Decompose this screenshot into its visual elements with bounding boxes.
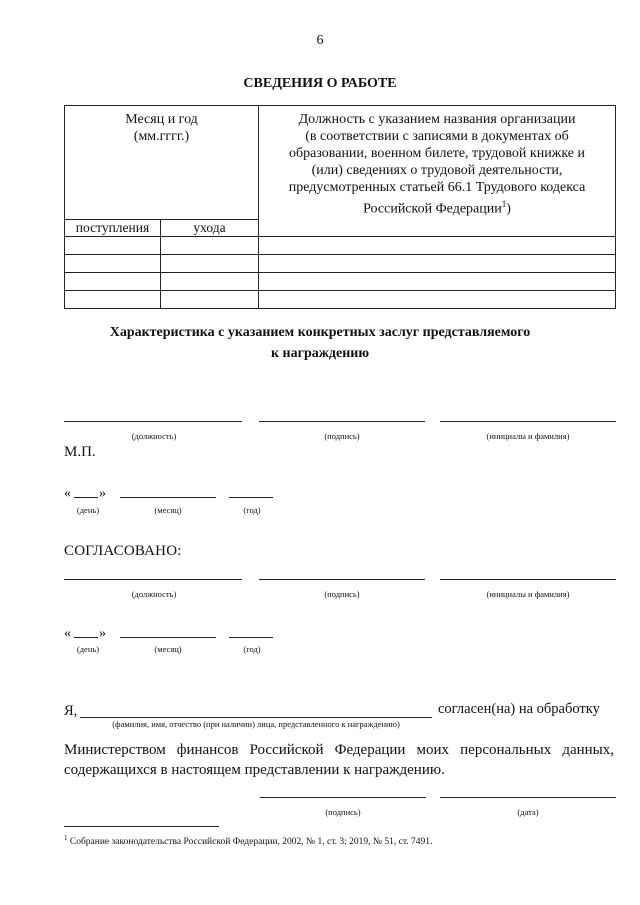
position-header-line3: образовании, военном билете, трудовой книжке и	[289, 146, 586, 161]
table-cell	[65, 291, 161, 309]
consent-paragraph: Министерством финансов Российской Федерации моих персональных данных, содержащихся в настоящем представлении к награждению.	[64, 742, 614, 778]
month-line[interactable]	[120, 637, 216, 638]
characteristic-title	[0, 322, 640, 364]
table-row	[65, 237, 616, 255]
month-year-header-line2: (мм.гггг.)	[133, 129, 190, 144]
table-cell	[161, 291, 259, 309]
table-cell	[65, 255, 161, 273]
year-caption: (год)	[243, 644, 261, 654]
signature-line[interactable]	[260, 797, 426, 798]
section-title: СВЕДЕНИЯ О РАБОТЕ	[243, 76, 397, 91]
table-cell	[161, 237, 259, 255]
table-cell	[259, 273, 616, 291]
month-caption: (месяц)	[154, 644, 182, 654]
position-caption: (должность)	[131, 431, 177, 441]
day-caption: (день)	[76, 505, 100, 515]
position-line[interactable]	[64, 421, 242, 422]
table-cell	[259, 237, 616, 255]
date-line[interactable]	[440, 797, 616, 798]
position-header-line6	[259, 196, 615, 218]
fullname-line[interactable]	[80, 717, 432, 718]
table-row	[65, 255, 616, 273]
position-line[interactable]	[64, 579, 242, 580]
footnote-mark: 1	[64, 834, 68, 842]
date-caption: (дата)	[517, 807, 539, 817]
table-cell	[161, 273, 259, 291]
consent-prefix: Я,	[64, 703, 78, 719]
characteristic-title-line1: Характеристика с указанием конкретных заслуг представляемого	[109, 325, 531, 340]
day-line[interactable]	[74, 497, 98, 498]
month-caption: (месяц)	[154, 505, 182, 515]
position-header-line4: (или) сведениях о трудовой деятельности,	[311, 163, 563, 178]
year-caption: (год)	[243, 505, 261, 515]
name-caption: (инициалы и фамилия)	[486, 589, 570, 599]
quote-close: »	[99, 626, 106, 641]
position-header-line2: (в соответствии с записями в документах об	[305, 129, 569, 144]
start-date-header: поступления	[65, 220, 161, 237]
signature-line[interactable]	[259, 421, 425, 422]
quote-open: «	[64, 626, 71, 641]
footnote-separator	[64, 826, 219, 827]
consent-suffix: согласен(на) на обработку	[438, 701, 600, 717]
page-number: 6	[316, 33, 324, 48]
characteristic-title-line2: к награждению	[270, 346, 370, 361]
footnote-text: Собрание законодательства Российской Федерации, 2002, № 1, ст. 3; 2019, № 51, ст. 7491.	[69, 837, 433, 848]
month-year-header-line1: Месяц и год	[125, 112, 198, 127]
footnote	[64, 834, 432, 847]
position-header-line6-text: Российской Федерации	[363, 201, 502, 217]
position-header-line1: Должность с указанием названия организации	[298, 112, 576, 127]
position-header-line5: предусмотренных статьей 66.1 Трудового кодекса	[288, 180, 586, 195]
signature-caption: (подпись)	[324, 431, 360, 441]
position-header-close: )	[506, 201, 511, 217]
quote-close: »	[99, 486, 106, 501]
signature-caption: (подпись)	[325, 807, 361, 817]
fullname-caption: (фамилия, имя, отчество (при наличии) лица, представленного к награждению)	[112, 719, 400, 729]
table-cell	[65, 273, 161, 291]
signature-line[interactable]	[259, 579, 425, 580]
day-caption: (день)	[76, 644, 100, 654]
end-date-header: ухода	[161, 220, 259, 237]
position-caption: (должность)	[131, 589, 177, 599]
quote-open: «	[64, 486, 71, 501]
table-cell	[259, 291, 616, 309]
table-cell	[161, 255, 259, 273]
year-line[interactable]	[229, 497, 273, 498]
month-year-header	[65, 106, 259, 220]
work-history-table	[64, 105, 616, 309]
table-cell	[259, 255, 616, 273]
footnote-ref: 1	[501, 199, 507, 209]
approved-label: СОГЛАСОВАНО:	[64, 543, 182, 559]
table-row	[65, 291, 616, 309]
name-caption: (инициалы и фамилия)	[486, 431, 570, 441]
month-line[interactable]	[120, 497, 216, 498]
table-row	[65, 273, 616, 291]
name-line[interactable]	[440, 579, 616, 580]
position-header	[259, 106, 616, 237]
year-line[interactable]	[229, 637, 273, 638]
table-cell	[65, 237, 161, 255]
signature-caption: (подпись)	[324, 589, 360, 599]
day-line[interactable]	[74, 637, 98, 638]
name-line[interactable]	[440, 421, 616, 422]
stamp-label: М.П.	[64, 444, 96, 460]
